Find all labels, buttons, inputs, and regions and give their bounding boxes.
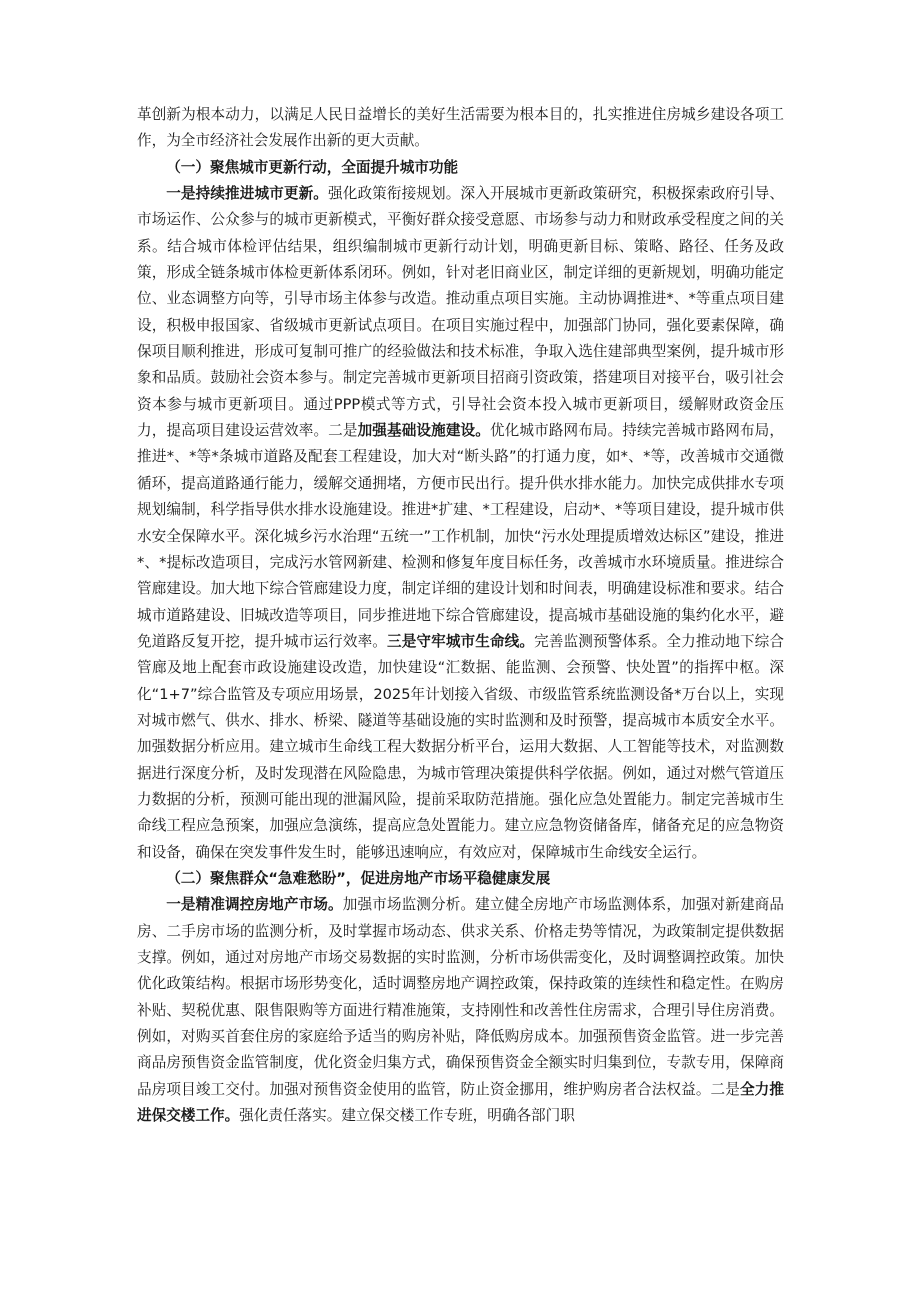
body-paragraph <box>137 181 784 866</box>
subheading-text: 三是守牢城市生命线。 <box>387 632 535 650</box>
paragraph-text: 强化责任落实。建立保交楼工作专班，明确各部门职 <box>239 1107 575 1125</box>
body-paragraph <box>137 892 784 1129</box>
section-heading-text: （二）聚焦群众“急难愁盼”，促进房地产市场平稳健康发展 <box>166 869 551 887</box>
document-page <box>137 102 784 1129</box>
paragraph-text: 完善监测预警体系。全力推动地下综合管廊及地上配套市政设施建设改造，加快建设“汇数据、能监测、会预警、快处置”的指挥中枢。深化“1+7”综合监管及专项应用场景，2025年计划接入省级、市级监管系统监测设备*万台以上，实现对城市燃气、供水、排水、桥梁、隧道等基础设施的实时监测和及时预警，提高城市本质安全水平。加强数据分析应用。建立城市生命线工程大数据分析平台，运用大数据、人工智能等技术，对监测数据进行深度分析，及时发现潜在风险隐患，为城市管理决策提供科学依据。例如，通过对燃气管道压力数据的分析，预测可能出现的泄漏风险，提前采取防范措施。强化应急处置能力。制定完善城市生命线工程应急预案，加强应急演练，提高应急处置能力。建立应急物资储备库，储备充足的应急物资和设备，确保在突发事件发生时，能够迅速响应，有效应对，保障城市生命线安全运行。 <box>137 632 784 861</box>
paragraph-text: 强化政策衔接规划。深入开展城市更新政策研究，积极探索政府引导、市场运作、公众参与的城市更新模式，平衡好群众接受意愿、市场参与动力和财政承受程度之间的关系。结合城市体检评估结果，组织编制城市更新行动计划，明确更新目标、策略、路径、任务及政策，形成全链条城市体检更新体系闭环。例如，针对老旧商业区，制定详细的更新规划，明确功能定位、业态调整方向等，引导市场主体参与改造。推动重点项目实施。主动协调推进*、*等重点项目建设，积极申报国家、省级城市更新试点项目。在项目实施过程中，加强部门协同，强化要素保障，确保项目顺利推进，形成可复制可推广的经验做法和技术标准，争取入选住建部典型案例，提升城市形象和品质。鼓励社会资本参与。制定完善城市更新项目招商引资政策，搭建项目对接平台，吸引社会资本参与城市更新项目。通过PPP模式等方式，引导社会资本投入城市更新项目，缓解财政资金压力，提高项目建设运营效率。二是 <box>137 185 784 440</box>
paragraph-text: 优化城市路网布局。持续完善城市路网布局，推进*、*等*条城市道路及配套工程建设，加大对“断头路”的打通力度，如*、*等，改善城市交通微循环，提高道路通行能力，缓解交通拥堵，方便市民出行。提升供水排水能力。加快完成供排水专项规划编制，科学指导供水排水设施建设。推进*扩建、*工程建设，启动*、*等项目建设，提升城市供水安全保障水平。深化城乡污水治理“五统一”工作机制，加快“污水处理提质增效达标区”建设，推进*、*提标改造项目，完成污水管网新建、检测和修复年度目标任务，改善城市水环境质量。推进综合管廊建设。加大地下综合管廊建设力度，制定详细的建设计划和时间表，明确建设标准和要求。结合城市道路建设、旧城改造等项目，同步推进地下综合管廊建设，提高城市基础设施的集约化水平，避免道路反复开挖，提升城市运行效率。 <box>137 422 784 650</box>
body-paragraph <box>137 102 784 155</box>
paragraph-text: 革创新为根本动力，以满足人民日益增长的美好生活需要为根本目的，扎实推进住房城乡建设各项工作，为全市经济社会发展作出新的更大贡献。 <box>137 106 784 150</box>
subheading-text: 一是持续推进城市更新。 <box>166 185 329 203</box>
paragraph-text: 加强市场监测分析。建立健全房地产市场监测体系，加强对新建商品房、二手房市场的监测分析，及时掌握市场动态、供求关系、价格走势等情况，为政策制定提供数据支撑。例如，通过对房地产市场交易数据的实时监测，分析市场供需变化，及时调整调控政策。加快优化政策结构。根据市场形势变化，适时调整房地产调控政策，保持政策的连续性和稳定性。在购房补贴、契税优惠、限售限购等方面进行精准施策，支持刚性和改善性住房需求，合理引导住房消费。例如，对购买首套住房的家庭给予适当的购房补贴，降低购房成本。加强预售资金监管。进一步完善商品房预售资金监管制度，优化资金归集方式，确保预售资金全额实时归集到位，专款专用，保障商品房项目竣工交付。加强对预售资金使用的监管，防止资金挪用，维护购房者合法权益。二是 <box>137 896 784 1098</box>
section-heading-1 <box>137 155 784 181</box>
section-heading-text: （一）聚焦城市更新行动，全面提升城市功能 <box>166 158 459 176</box>
section-heading-2 <box>137 866 784 892</box>
subheading-text: 一是精准调控房地产市场。 <box>166 896 343 914</box>
subheading-text: 加强基础设施建设。 <box>357 422 490 440</box>
subheading-text: 全力推进保交楼工作。 <box>137 1080 784 1125</box>
